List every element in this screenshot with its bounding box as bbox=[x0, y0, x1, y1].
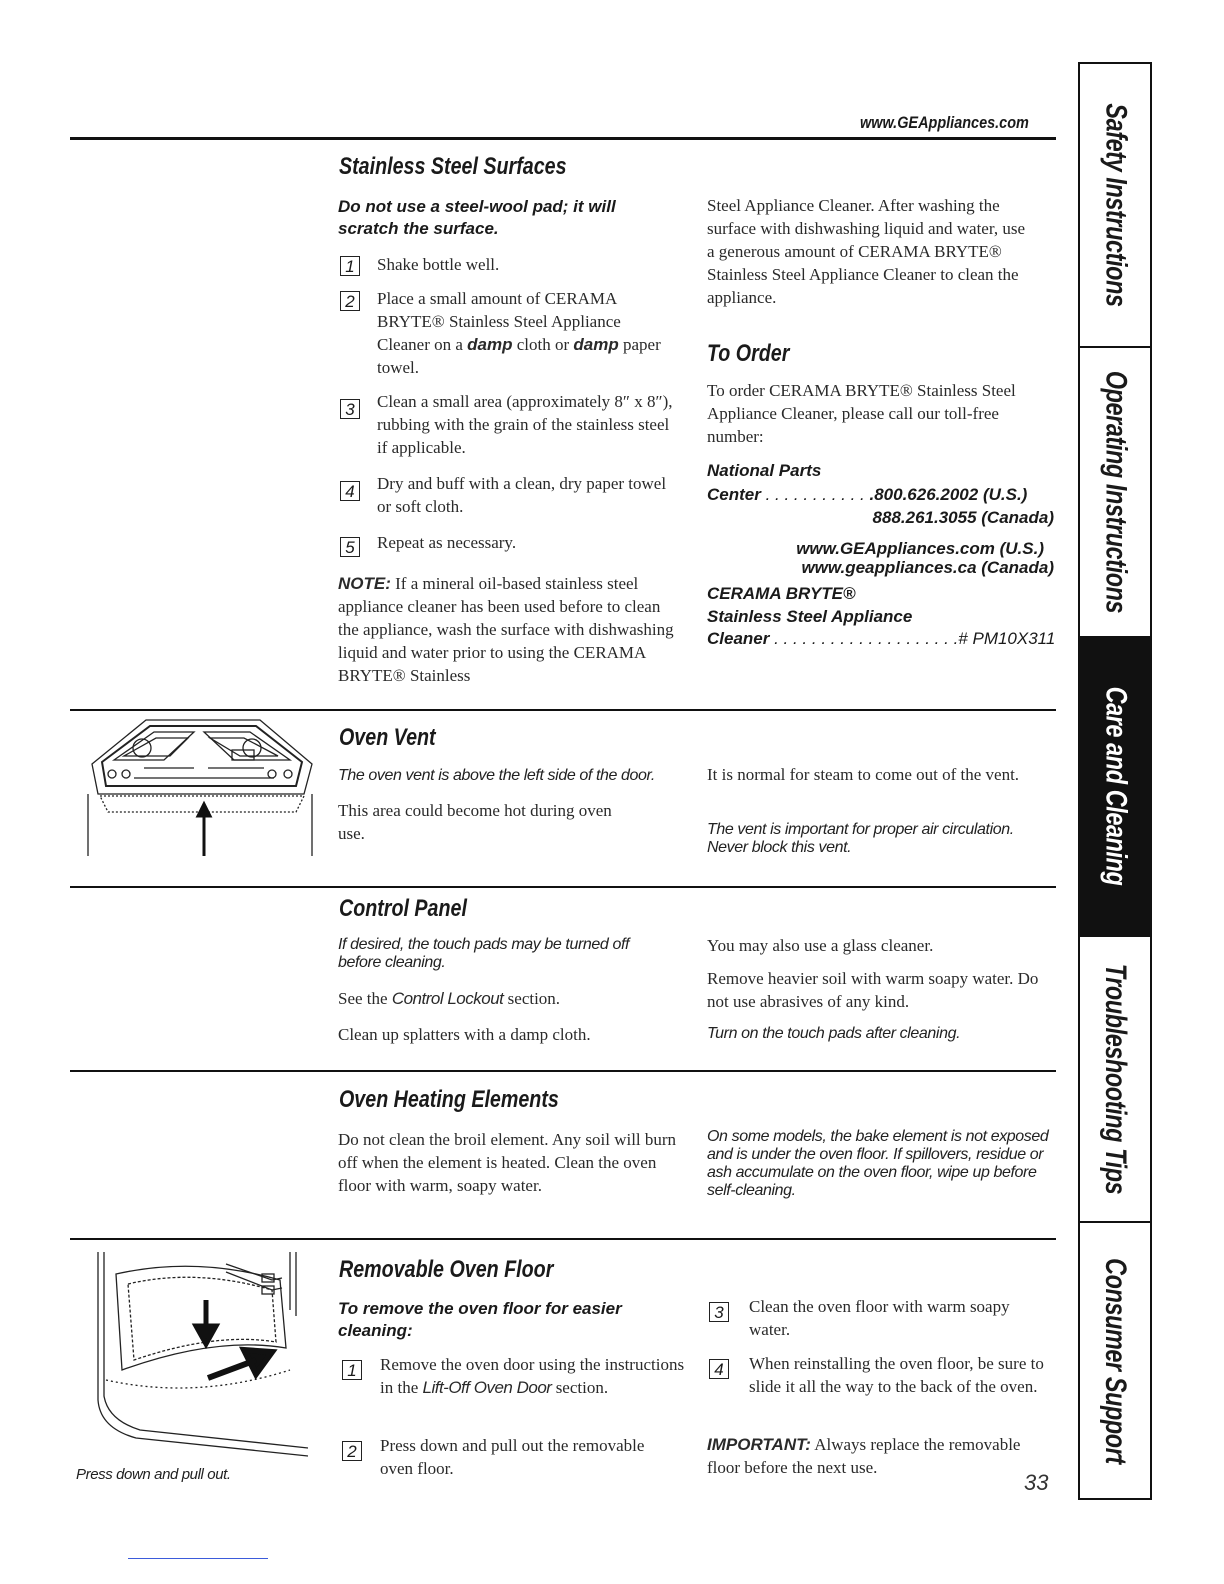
step-text-1: Shake bottle well. bbox=[377, 255, 500, 274]
tab-consumer-support[interactable]: Consumer Support bbox=[1079, 1221, 1151, 1500]
floor-figure-caption: Press down and pull out. bbox=[76, 1466, 231, 1483]
web-canada: www.geappliances.ca (Canada) bbox=[801, 558, 1054, 577]
heating-title: Oven Heating Elements bbox=[339, 1086, 559, 1113]
stainless-title: Stainless Steel Surfaces bbox=[339, 153, 567, 180]
control-panel-glass: You may also use a glass cleaner. bbox=[707, 936, 934, 955]
oven-floor-illustration bbox=[76, 1250, 316, 1462]
oven-vent-note: The oven vent is above the left side of the door. bbox=[338, 767, 655, 784]
heating-body: Do not clean the broil element. Any soil will burn off when the element is heated. Clean the oven floor with warm, soapy water. bbox=[338, 1130, 677, 1195]
divider-oven-vent bbox=[70, 709, 1056, 711]
to-order-text: To order CERAMA BRYTE® Stainless Steel Appliance Cleaner, please call our toll-free number: bbox=[707, 381, 1016, 446]
tab-care-and-cleaning[interactable]: Care and Cleaning bbox=[1079, 636, 1151, 935]
floor-step-number-2: 2 bbox=[342, 1441, 362, 1461]
parts-center-line1: National Parts bbox=[707, 461, 822, 480]
control-panel-see: See the Control Lockout section. bbox=[338, 989, 561, 1008]
floor-title: Removable Oven Floor bbox=[339, 1256, 554, 1283]
heating-note: On some models, the bake element is not exposed and is under the oven floor. If spillovers, residue or ash accumulate on the oven floor, wipe up before self-cleaning. bbox=[707, 1128, 1049, 1199]
product-line2: Stainless Steel Appliance bbox=[707, 607, 913, 626]
floor-step-text-4: When reinstalling the oven floor, be sure to slide it all the way to the back of the oven. bbox=[749, 1354, 1044, 1396]
divider-heating bbox=[70, 1070, 1056, 1072]
step-text-2: Place a small amount of CERAMA BRYTE® Stainless Steel Appliance Cleaner on a damp cloth or damp paper towel. bbox=[377, 289, 661, 377]
control-panel-title: Control Panel bbox=[339, 895, 467, 922]
tab-safety-instructions[interactable]: Safety Instructions bbox=[1079, 62, 1151, 346]
floor-step-text-1: Remove the oven door using the instructions in the Lift-Off Oven Door section. bbox=[380, 1355, 685, 1397]
oven-vent-right-note: The vent is important for proper air circulation. Never block this vent. bbox=[707, 821, 1014, 856]
oven-vent-title: Oven Vent bbox=[339, 724, 436, 751]
floor-step-number-1: 1 bbox=[342, 1360, 362, 1380]
floor-important: IMPORTANT: Always replace the removable floor before the next use. bbox=[707, 1435, 1021, 1477]
header-rule bbox=[70, 137, 1056, 140]
product-line3: Cleaner . . . . . . . . . . . . . . . . . . . .# PM10X311 bbox=[707, 629, 1056, 648]
step-text-4: Dry and buff with a clean, dry paper towel or soft cloth. bbox=[377, 474, 667, 516]
control-panel-note: If desired, the touch pads may be turned off before cleaning. bbox=[338, 936, 630, 971]
stainless-note: NOTE: If a mineral oil-based stainless steel appliance cleaner has been used before to clean the appliance, wash the surface with dishwashing liquid and water prior to using the CERAMA BRYTE® Stainless bbox=[338, 574, 674, 685]
control-panel-clean: Clean up splatters with a damp cloth. bbox=[338, 1025, 591, 1044]
step-number-3: 3 bbox=[340, 399, 360, 419]
to-order-title: To Order bbox=[707, 340, 790, 367]
stainless-warning: Do not use a steel-wool pad; it will scratch the surface. bbox=[338, 197, 616, 238]
step-number-1: 1 bbox=[340, 256, 360, 276]
phone-canada: 888.261.3055 (Canada) bbox=[872, 508, 1054, 527]
page-number: 33 bbox=[1024, 1470, 1049, 1495]
floor-subtitle: To remove the oven floor for easier cleaning: bbox=[338, 1299, 622, 1340]
web-us: www.GEAppliances.com (U.S.) bbox=[796, 539, 1044, 558]
footer-link-line bbox=[128, 1558, 268, 1559]
stainless-note-continued: Steel Appliance Cleaner. After washing the surface with dishwashing liquid and water, use a generous amount of CERAMA BRYTE® Stainless Steel Appliance Cleaner to clean the appliance. bbox=[707, 196, 1025, 307]
control-panel-turn-on: Turn on the touch pads after cleaning. bbox=[707, 1025, 961, 1042]
oven-vent-right-body: It is normal for steam to come out of the vent. bbox=[707, 765, 1020, 784]
step-number-5: 5 bbox=[340, 537, 360, 557]
step-number-4: 4 bbox=[340, 481, 360, 501]
divider-control-panel bbox=[70, 886, 1056, 888]
step-number-2: 2 bbox=[340, 291, 360, 311]
cooktop-illustration bbox=[84, 716, 316, 858]
tab-operating-instructions[interactable]: Operating Instructions bbox=[1079, 346, 1151, 636]
step-text-5: Repeat as necessary. bbox=[377, 533, 517, 552]
floor-step-number-4: 4 bbox=[709, 1359, 729, 1379]
product-line1: CERAMA BRYTE® bbox=[707, 584, 856, 603]
oven-vent-body: This area could become hot during oven use. bbox=[338, 801, 612, 843]
floor-step-number-3: 3 bbox=[709, 1302, 729, 1322]
floor-step-text-2: Press down and pull out the removable oven floor. bbox=[380, 1436, 645, 1478]
parts-center-line2: Center . . . . . . . . . . . .800.626.2002 (U.S.) bbox=[707, 485, 1028, 504]
control-panel-soil: Remove heavier soil with warm soapy water. Do not use abrasives of any kind. bbox=[707, 969, 1039, 1011]
divider-floor bbox=[70, 1238, 1056, 1240]
floor-step-text-3: Clean the oven floor with warm soapy water. bbox=[749, 1297, 1010, 1339]
header-url: www.GEAppliances.com bbox=[860, 113, 1029, 132]
step-text-3: Clean a small area (approximately 8″ x 8″), rubbing with the grain of the stainless steel if applicable. bbox=[377, 392, 673, 457]
tab-troubleshooting-tips[interactable]: Troubleshooting Tips bbox=[1079, 935, 1151, 1221]
